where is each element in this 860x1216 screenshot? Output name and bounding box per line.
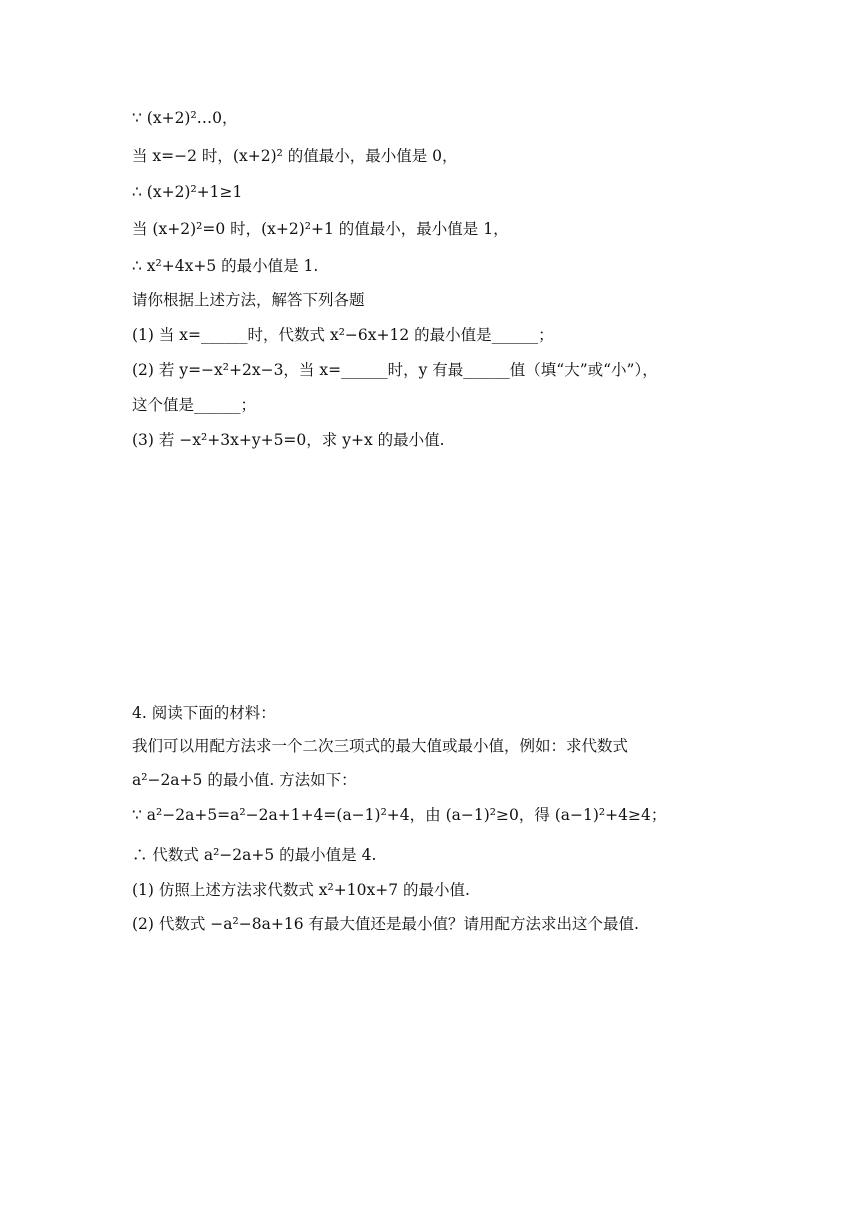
problem-4-heading: 4. 阅读下面的材料：	[132, 704, 276, 722]
text-line: 当 x=−2 时，(x+2)² 的值最小，最小值是 0，	[132, 147, 458, 165]
question-1: (1) 当 x=______时，代数式 x²−6x+12 的最小值是______；	[132, 326, 554, 344]
question-3: (3) 若 −x²+3x+y+5=0，求 y+x 的最小值.	[132, 431, 445, 449]
text-line: ∵ (x+2)²…0，	[132, 109, 238, 127]
text-line: 请你根据上述方法，解答下列各题	[132, 291, 365, 309]
question-2: (2) 若 y=−x²+2x−3，当 x=______时，y 有最______值（填“大”或“小”），	[132, 361, 658, 379]
question-1: (1) 仿照上述方法求代数式 x²+10x+7 的最小值.	[132, 881, 470, 899]
question-2: (2) 代数式 −a²−8a+16 有最大值还是最小值？请用配方法求出这个最值.	[132, 915, 639, 933]
text-line: a²−2a+5 的最小值. 方法如下：	[132, 771, 357, 789]
text-line: 我们可以用配方法求一个二次三项式的最大值或最小值，例如：求代数式	[132, 737, 629, 755]
text-line: 当 (x+2)²=0 时，(x+2)²+1 的值最小，最小值是 1，	[132, 220, 509, 238]
text-line: ∵ a²−2a+5=a²−2a+1+4=(a−1)²+4，由 (a−1)²≥0，得 (a−1)²+4≥4；	[132, 806, 667, 824]
text-line: ∴ 代数式 a²−2a+5 的最小值是 4.	[132, 846, 377, 864]
question-2-continued: 这个值是______；	[132, 396, 257, 414]
text-line: ∴ (x+2)²+1≥1	[132, 183, 243, 201]
text-line: ∴ x²+4x+5 的最小值是 1.	[132, 257, 319, 275]
